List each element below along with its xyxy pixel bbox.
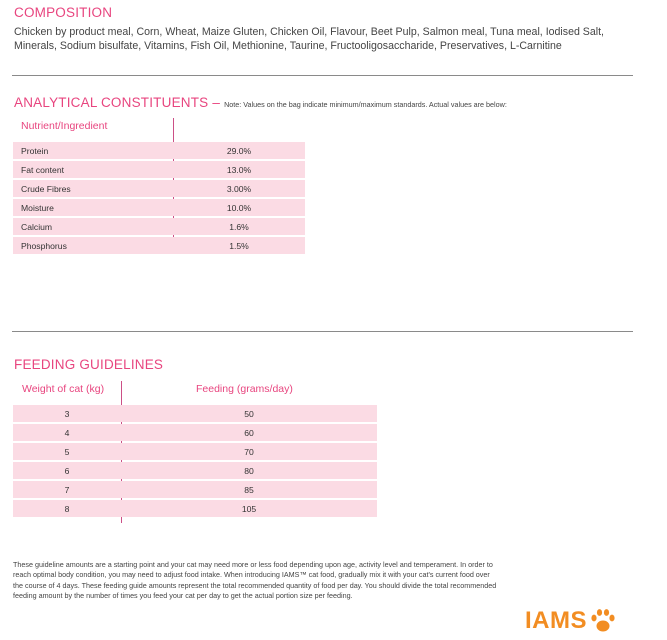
analytical-title: ANALYTICAL CONSTITUENTS <box>14 95 209 110</box>
composition-title: COMPOSITION <box>14 5 113 20</box>
analytical-heading <box>14 95 507 110</box>
cat-weight: 5 <box>13 443 121 460</box>
nutrient-name: Crude Fibres <box>13 180 173 197</box>
feeding-grams: 85 <box>121 481 377 498</box>
feeding-disclaimer: These guideline amounts are a starting point and your cat may need more or less food depending upon age, activity level and temperament. In order to reach optimal body condition, you may need to adjust food intake. When introducing IAMS™ cat food, gradually mix it with your cat's current food over the course of 4 days. These feeding guide amounts represent the total recommended quantity of food per day. You should divide the total recommended feeding amount by the number of times you feed your cat per day to get the actual portion size per feeding. <box>13 560 497 601</box>
paw-print-icon <box>589 607 617 635</box>
table-row <box>13 443 377 460</box>
nutrient-value: 29.0% <box>173 142 305 159</box>
analytical-dash: – <box>212 95 221 110</box>
table-row <box>13 180 305 197</box>
composition-text: Chicken by product meal, Corn, Wheat, Maize Gluten, Chicken Oil, Flavour, Beet Pulp, Salmon meal, Tuna meal, Iodised Salt, Minerals, Sodium bisulfate, Vitamins, Fish Oil, Methionine, Taurine, Fructooligosaccharide, Preservatives, L-Carnitine <box>14 26 604 52</box>
feeding-column-header: Feeding (grams/day) <box>196 383 293 395</box>
feeding-grams: 70 <box>121 443 377 460</box>
table-row <box>13 481 377 498</box>
table-row <box>13 405 377 422</box>
cat-weight: 6 <box>13 462 121 479</box>
nutrient-value: 13.0% <box>173 161 305 178</box>
nutrient-name: Protein <box>13 142 173 159</box>
nutrient-value: 3.00% <box>173 180 305 197</box>
feeding-grams: 50 <box>121 405 377 422</box>
section-divider <box>12 75 633 76</box>
iams-logo <box>525 606 617 636</box>
logo-text: IAMS <box>525 607 587 634</box>
table-row <box>13 142 305 159</box>
nutrient-name: Calcium <box>13 218 173 235</box>
table-row <box>13 424 377 441</box>
nutrient-value: 1.6% <box>173 218 305 235</box>
nutrient-value: 10.0% <box>173 199 305 216</box>
weight-column-header: Weight of cat (kg) <box>22 383 105 395</box>
table-row <box>13 237 305 254</box>
table-row <box>13 500 377 517</box>
nutrient-value: 1.5% <box>173 237 305 254</box>
section-divider <box>12 331 633 332</box>
table-row <box>13 218 305 235</box>
feeding-grams: 60 <box>121 424 377 441</box>
cat-weight: 3 <box>13 405 121 422</box>
cat-weight: 8 <box>13 500 121 517</box>
feeding-grams: 80 <box>121 462 377 479</box>
nutrient-column-header: Nutrient/Ingredient <box>21 120 108 132</box>
nutrient-name: Fat content <box>13 161 173 178</box>
nutrient-name: Phosphorus <box>13 237 173 254</box>
nutrient-name: Moisture <box>13 199 173 216</box>
cat-weight: 4 <box>13 424 121 441</box>
table-row <box>13 161 305 178</box>
table-row <box>13 199 305 216</box>
feeding-grams: 105 <box>121 500 377 517</box>
analytical-note: Note: Values on the bag indicate minimum/maximum standards. Actual values are below: <box>224 100 507 109</box>
feeding-title: FEEDING GUIDELINES <box>14 357 164 372</box>
table-row <box>13 462 377 479</box>
feeding-table <box>13 403 377 519</box>
analytical-table <box>13 140 305 256</box>
cat-weight: 7 <box>13 481 121 498</box>
